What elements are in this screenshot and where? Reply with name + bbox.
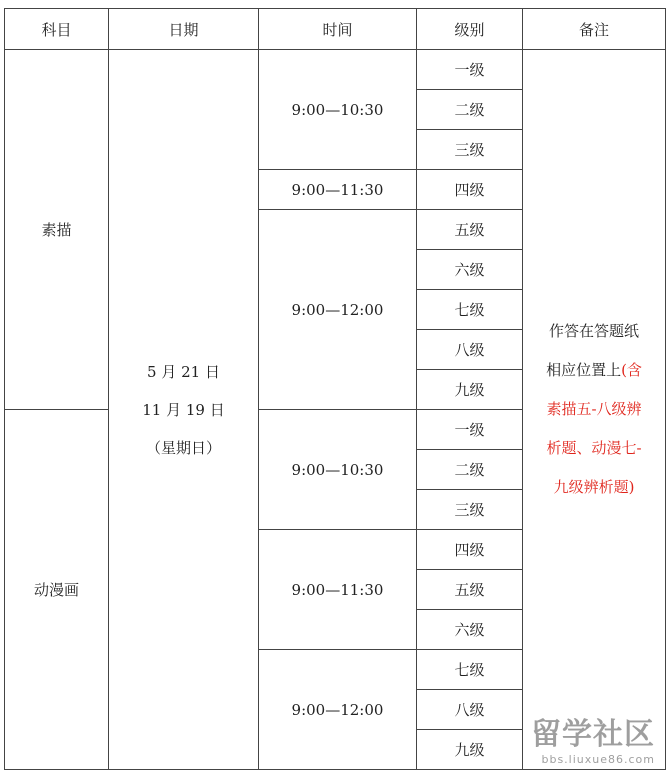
time-slot: 9:00—10:30 xyxy=(259,50,417,170)
date-line-2: 11 月 19 日 xyxy=(142,400,225,419)
level-cell: 五级 xyxy=(417,570,523,610)
subject-animation: 动漫画 xyxy=(5,410,109,770)
note-line-2 xyxy=(523,351,665,390)
header-level: 级别 xyxy=(417,9,523,50)
date-line-3: （星期日） xyxy=(145,438,221,457)
level-cell: 一级 xyxy=(417,410,523,450)
exam-schedule-table xyxy=(4,8,666,770)
note-line-4: 析题、动漫七- xyxy=(546,439,642,457)
header-subject: 科目 xyxy=(5,9,109,50)
exam-date-cell xyxy=(109,50,259,770)
site-watermark xyxy=(531,709,655,766)
table-row xyxy=(5,50,666,90)
subject-sketch: 素描 xyxy=(5,50,109,410)
note-line-1: 作答在答题纸 xyxy=(548,322,639,340)
level-cell: 二级 xyxy=(417,90,523,130)
level-cell: 六级 xyxy=(417,250,523,290)
time-slot: 9:00—12:00 xyxy=(259,650,417,770)
level-cell: 五级 xyxy=(417,210,523,250)
level-cell: 八级 xyxy=(417,690,523,730)
time-slot: 9:00—11:30 xyxy=(259,170,417,210)
time-slot: 9:00—11:30 xyxy=(259,530,417,650)
level-cell: 七级 xyxy=(417,290,523,330)
header-date: 日期 xyxy=(109,9,259,50)
level-cell: 七级 xyxy=(417,650,523,690)
watermark-url: bbs.liuxue86.com xyxy=(541,753,655,766)
level-cell: 一级 xyxy=(417,50,523,90)
level-cell: 四级 xyxy=(417,530,523,570)
note-cell xyxy=(523,50,666,770)
header-time: 时间 xyxy=(259,9,417,50)
note-line-3: 素描五-八级辨 xyxy=(546,400,642,418)
level-cell: 四级 xyxy=(417,170,523,210)
date-line-1: 5 月 21 日 xyxy=(147,362,220,381)
time-slot: 9:00—10:30 xyxy=(259,410,417,530)
level-cell: 三级 xyxy=(417,490,523,530)
note-line-5: 九级辨析题) xyxy=(553,478,635,496)
watermark-logo-text: 留学社区 xyxy=(531,717,655,752)
level-cell: 九级 xyxy=(417,730,523,770)
header-note: 备注 xyxy=(523,9,666,50)
level-cell: 九级 xyxy=(417,370,523,410)
level-cell: 三级 xyxy=(417,130,523,170)
note-line-2-text: 相应位置上 xyxy=(546,361,622,379)
level-cell: 八级 xyxy=(417,330,523,370)
note-line-2-red: (含 xyxy=(621,361,642,379)
header-row xyxy=(5,9,666,50)
level-cell: 二级 xyxy=(417,450,523,490)
time-slot: 9:00—12:00 xyxy=(259,210,417,410)
level-cell: 六级 xyxy=(417,610,523,650)
